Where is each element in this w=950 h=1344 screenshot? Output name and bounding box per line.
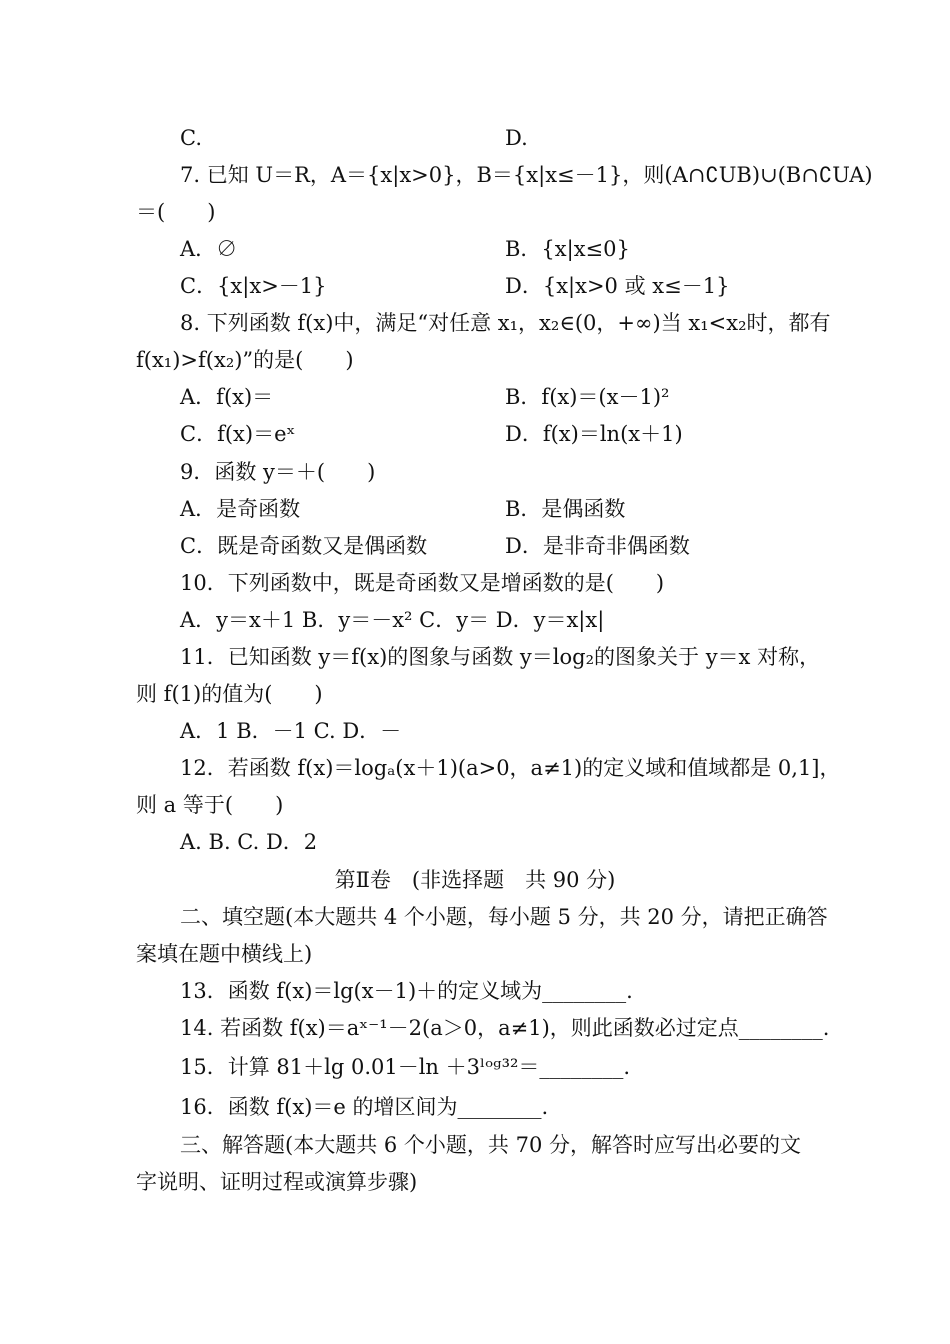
fill-blank-heading-cont: 案填在题中横线上): [136, 942, 313, 966]
question-8-cont: f(x₁)>f(x₂)”的是( ): [136, 348, 354, 372]
answer-section-heading-cont: 字说明、证明过程或演算步骤): [136, 1170, 418, 1194]
q10-options: A．y＝x＋1 B．y＝－x² C．y＝ D．y＝x|x|: [180, 608, 605, 632]
q8-option-d: D．f(x)＝ln(x＋1): [505, 422, 683, 446]
q12-options: A. B. C. D．2: [180, 830, 318, 854]
q7-option-a: A．∅: [180, 237, 238, 261]
section-2-title: 第Ⅱ卷 (非选择题 共 90 分): [334, 868, 616, 892]
q9-option-a: A．是奇函数: [180, 497, 301, 521]
answer-section-heading: 三、解答题(本大题共 6 个小题，共 70 分，解答时应写出必要的文: [180, 1133, 801, 1157]
q8-option-a: A．f(x)＝: [180, 385, 274, 409]
question-13: 13．函数 f(x)＝lg(x－1)＋的定义域为________.: [180, 979, 633, 1003]
question-11: 11．已知函数 y＝f(x)的图象与函数 y＝log₂的图象关于 y＝x 对称，: [180, 645, 821, 669]
q11-options: A．1 B．－1 C. D．－: [180, 719, 402, 743]
question-11-cont: 则 f(1)的值为( ): [136, 682, 323, 706]
question-9: 9．函数 y＝＋( ): [180, 460, 376, 484]
q8-option-c: C．f(x)＝eˣ: [180, 422, 296, 446]
fill-blank-heading: 二、填空题(本大题共 4 个小题，每小题 5 分，共 20 分，请把正确答: [180, 905, 828, 929]
question-8: 8. 下列函数 f(x)中，满足“对任意 x₁，x₂∈(0，+∞)当 x₁<x₂时，都有: [180, 311, 831, 335]
question-12-cont: 则 a 等于( ): [136, 793, 284, 817]
q7-option-d: D．{x|x>0 或 x≤－1}: [505, 274, 730, 298]
question-12: 12．若函数 f(x)＝logₐ(x＋1)(a>0，a≠1)的定义域和值域都是 0,1]，: [180, 756, 841, 780]
question-7-cont: ＝( ): [136, 200, 216, 224]
question-10: 10．下列函数中，既是奇函数又是增函数的是( ): [180, 571, 665, 595]
question-16: 16．函数 f(x)＝e 的增区间为________.: [180, 1095, 549, 1119]
q7-option-c: C．{x|x>－1}: [180, 274, 327, 298]
question-15: 15．计算 81＋lg 0.01－ln ＋3ˡᵒᵍ³²＝________.: [180, 1055, 631, 1079]
q9-option-b: B．是偶函数: [505, 497, 626, 521]
option-d: D.: [505, 126, 528, 150]
q7-option-b: B．{x|x≤0}: [505, 237, 630, 261]
option-c: C.: [180, 126, 202, 150]
question-7: 7. 已知 U＝R，A＝{x|x>0}，B＝{x|x≤－1}，则(A∩∁UB)∪(B∩∁UA): [180, 163, 873, 187]
q8-option-b: B．f(x)＝(x－1)²: [505, 385, 670, 409]
q9-option-d: D．是非奇非偶函数: [505, 534, 690, 558]
question-14: 14. 若函数 f(x)＝aˣ⁻¹－2(a＞0，a≠1)，则此函数必过定点________.: [180, 1016, 830, 1040]
q9-option-c: C．既是奇函数又是偶函数: [180, 534, 428, 558]
